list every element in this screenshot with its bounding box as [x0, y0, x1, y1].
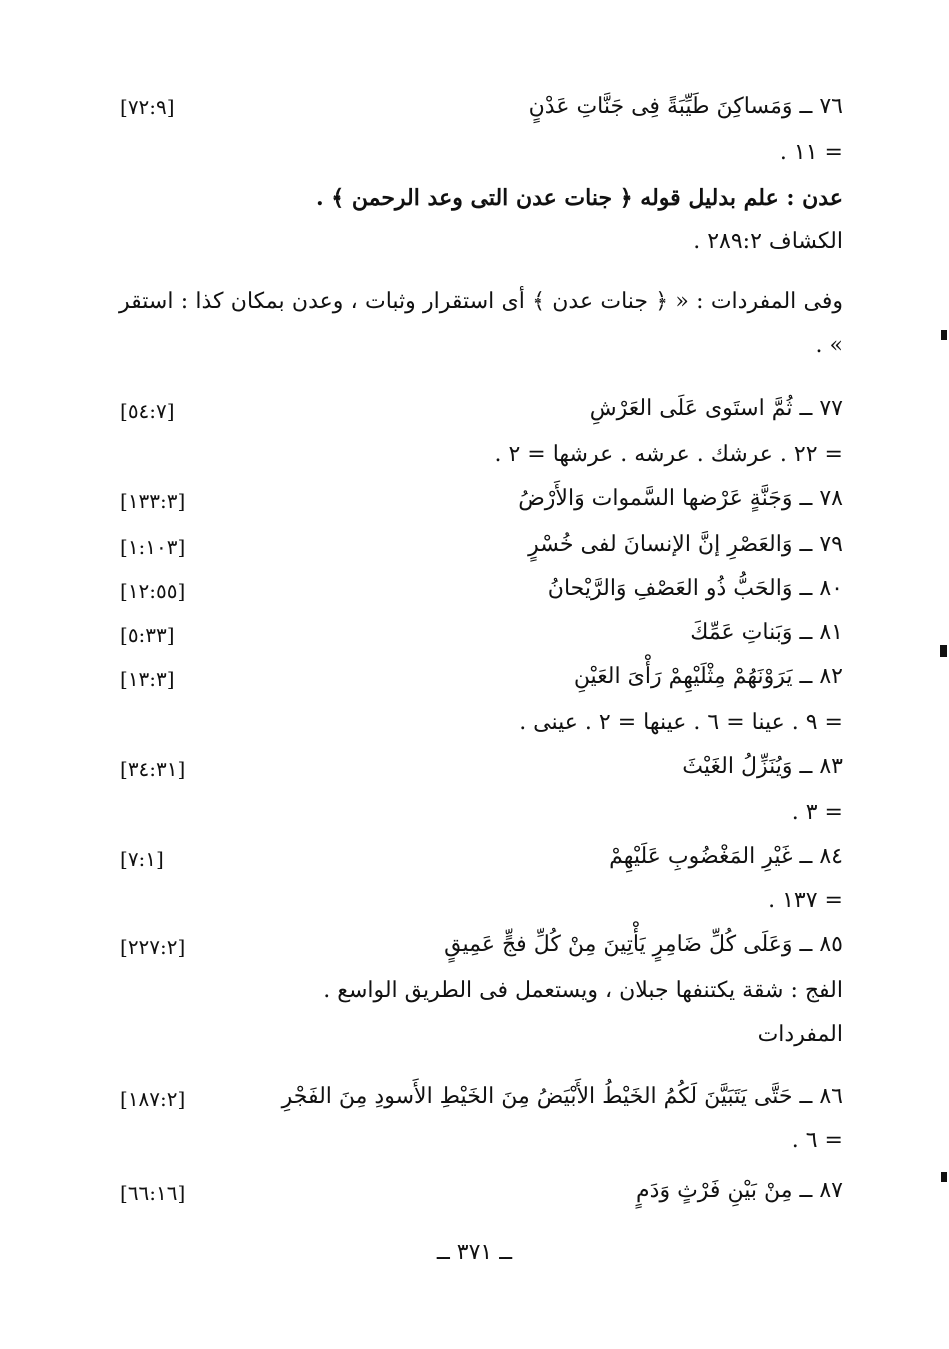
entry-77-count: = ٢٢ . عرشك . عرشه . عرشها = ٢ . — [494, 442, 843, 467]
entry-84-ref: [٧:١] — [120, 847, 164, 871]
entry-86-text: ٨٦ ــ حَتَّى يَتَبَيَّنَ لَكُمُ الخَيْطُ الأَبْيَضُ مِنَ الخَيْطِ الأَسودِ مِنَ الفَجْرِ — [281, 1084, 843, 1109]
entry-86-count: = ٦ . — [791, 1128, 843, 1153]
entry-78-text: ٧٨ ــ وَجَنَّةٍ عَرْضها السَّموات وَالأَرْضُ — [518, 486, 843, 511]
entry-77-text: ٧٧ ــ ثُمَّ استَوى عَلَى العَرْشِ — [589, 396, 843, 421]
entry-76-text: ٧٦ ــ وَمَساكِنَ طَيِّبَةً فِى جَنَّاتِ عَدْنٍ — [528, 94, 843, 119]
entry-82-count: = ٩ . عينا = ٦ . عينها = ٢ . عينى . — [519, 710, 843, 735]
entry-85-source: المفردات — [757, 1022, 843, 1047]
entry-81-ref: [٥:٣٣] — [120, 623, 175, 647]
entry-80-ref: [١٢:٥٥] — [120, 579, 186, 603]
entry-79-text: ٧٩ ــ وَالعَصْرِ إنَّ الإنسانَ لفى خُسْرٍ — [528, 532, 843, 557]
entry-80-text: ٨٠ ــ وَالحَبُّ ذُو العَصْفِ وَالرَّيْحانُ — [547, 576, 843, 601]
scan-mark — [941, 330, 947, 340]
entry-85-note: الفج : شقة يكتنفها جبلان ، ويستعمل فى الطريق الواسع . — [323, 978, 843, 1003]
entry-81-text: ٨١ ــ وَبَناتِ عَمِّكَ — [690, 620, 843, 645]
entry-82-ref: [١٣:٣] — [120, 667, 175, 691]
entry-76-source: الكشاف ٢٨٩:٢ . — [693, 229, 843, 254]
entry-85-ref: [٢٢٧:٢] — [120, 935, 186, 959]
entry-77-ref: [٥٤:٧] — [120, 399, 175, 423]
entry-78-ref: [١٣٣:٣] — [120, 489, 186, 513]
scan-mark — [941, 1172, 947, 1182]
entry-82-text: ٨٢ ــ يَرَوْنَهُمْ مِثْلَيْهِمْ رَأْىَ العَيْنِ — [573, 664, 843, 689]
entry-87-text: ٨٧ ــ مِنْ بَيْنِ فَرْثٍ وَدَمٍ — [636, 1178, 843, 1203]
page-number: ــ ٣٧١ ــ — [436, 1240, 513, 1265]
entry-76-mufradat-note: وفى المفردات : « ﴿ جنات عدن ﴾ أى استقرار وثبات ، وعدن بمكان كذا : استقر » . — [119, 289, 843, 358]
entry-76-ref: [٧٢:٩] — [120, 95, 175, 119]
entry-83-ref: [٣٤:٣١] — [120, 757, 186, 781]
entry-83-text: ٨٣ ــ وَيُنَزِّلُ الغَيْثَ — [682, 754, 843, 779]
entry-84-text: ٨٤ ــ غَيْرِ المَغْضُوبِ عَلَيْهِمْ — [609, 844, 843, 869]
entry-86-ref: [١٨٧:٢] — [120, 1087, 186, 1111]
scan-mark — [940, 645, 947, 657]
entry-76-note: عدن : علم بدليل قوله ﴿ جنات عدن التى وعد الرحمن ﴾ . — [315, 185, 843, 211]
entry-83-count: = ٣ . — [791, 800, 843, 825]
entry-85-text: ٨٥ ــ وَعَلَى كُلِّ ضَامِرٍ يَأْتِينَ مِنْ كُلِّ فجٍّ عَمِيقٍ — [444, 932, 843, 957]
entry-84-count: = ١٣٧ . — [768, 888, 843, 913]
entry-79-ref: [١:١٠٣] — [120, 535, 186, 559]
entry-87-ref: [٦٦:١٦] — [120, 1181, 186, 1205]
entry-76-count: = ١١ . — [779, 140, 843, 165]
